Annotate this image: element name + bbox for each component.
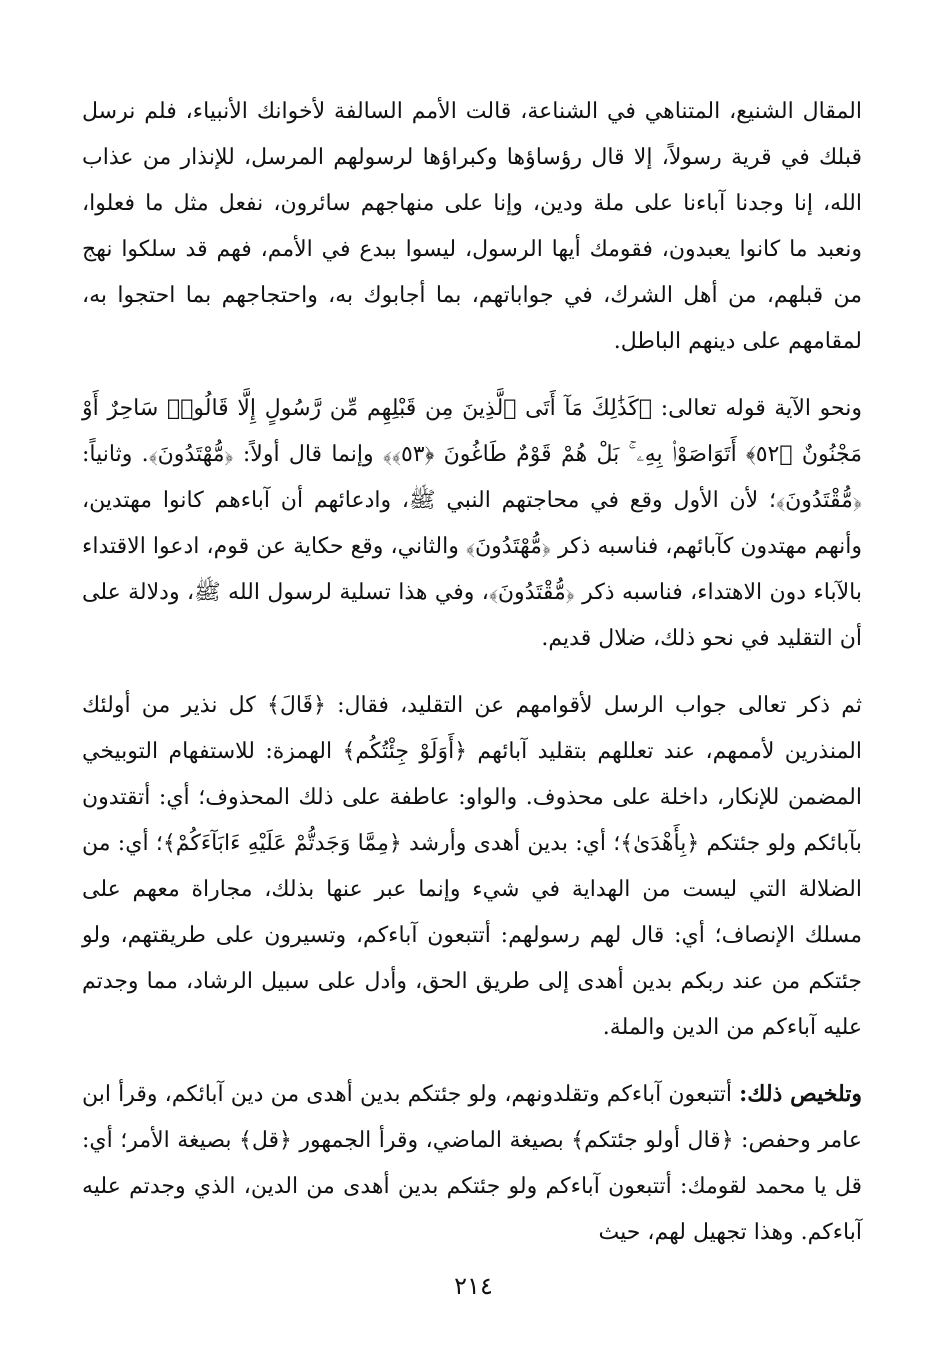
- paragraph-4-lead: وتلخيص ذلك:: [739, 1081, 862, 1107]
- paragraph-4: [82, 1071, 862, 1256]
- paragraph-1-text: المقال الشنيع، المتناهي في الشناعة، قالت الأمم السالفة لأخوانك الأنبياء، فلم نرسل قبلك في قرية رسولاً، إلا قال رؤساؤها وكبراؤها لرسولهم المرسل، للإنذار من عذاب الله، إنا وجدنا آباءنا على ملة ودين، وإنا على منهاجهم سائرون، نفعل مثل ما فعلوا، ونعبد ما كانوا يعبدون، فقومك أيها الرسول، ليسوا ببدع في الأمم، فهم قد سلكوا نهج من قبلهم، من أهل الشرك، في جواباتهم، بما أجابوك به، واحتجاجهم بما احتجوا به، لمقامهم على دينهم الباطل.: [82, 99, 862, 354]
- page-number: ٢١٤: [454, 1272, 493, 1300]
- paragraph-3: [82, 682, 862, 1051]
- paragraph-2: [82, 385, 862, 662]
- paragraph-2-text: ونحو الآية قوله تعالى: ﴿كَذَٰلِكَ مَآ أَتَى ٱلَّذِينَ مِن قَبْلِهِم مِّن رَّسُولٍ إِلَّا قَالُوا۟ سَاحِرٌ أَوْ مَجْنُونٌ ﴿٥٢﴾ أَتَوَاصَوْا۟ بِهِۦ ۚ بَلْ هُمْ قَوْمٌ طَاغُونَ ﴿٥٣﴾﴾ وإنما قال أولاً: ﴿مُّهْتَدُونَ﴾. وثانياً: ﴿مُّقْتَدُونَ﴾؛ لأن الأول وقع في محاجتهم النبي ﷺ، وادعائهم أن آباءهم كانوا مهتدين، وأنهم مهتدون كآبائهم، فناسبه ذكر ﴿مُّهْتَدُونَ﴾ والثاني، وقع حكاية عن قوم، ادعوا الاقتداء بالآباء دون الاهتداء، فناسبه ذكر ﴿مُّقْتَدُونَ﴾، وفي هذا تسلية لرسول الله ﷺ، ودلالة على أن التقليد في نحو ذلك، ضلال قديم.: [82, 396, 862, 651]
- paragraph-3-text: ثم ذكر تعالى جواب الرسل لأقوامهم عن التقليد، فقال: ﴿قَالَ﴾ كل نذير من أولئك المنذرين لأممهم، عند تعللهم بتقليد آبائهم ﴿أَوَلَوْ جِئْتُكُم﴾ الهمزة: للاستفهام التوبيخي المضمن للإنكار، داخلة على محذوف. والواو: عاطفة على ذلك المحذوف؛ أي: أتقتدون بآبائكم ولو جئتكم ﴿بِأَهْدَىٰ﴾؛ أي: بدين أهدى وأرشد ﴿مِمَّا وَجَدتُّمْ عَلَيْهِ ءَابَآءَكُمْ﴾؛ أي: من الضلالة التي ليست من الهداية في شيء وإنما عبر عنها بذلك، مجاراة معهم على مسلك الإنصاف؛ أي: قال لهم رسولهم: أتتبعون آباءكم، وتسيرون على طريقتهم، ولو جئتكم من عند ربكم بدين أهدى إلى طريق الحق، وأدل على سبيل الرشاد، مما وجدتم عليه آباءكم من الدين والملة.: [82, 693, 862, 1040]
- page-body: [82, 88, 862, 1276]
- paragraph-1: [82, 88, 862, 365]
- paragraph-4-text: أتتبعون آباءكم وتقلدونهم، ولو جئتكم بدين أهدى من دين آبائكم، وقرأ ابن عامر وحفص: ﴿قال أولو جئتكم﴾ بصيغة الماضي، وقرأ الجمهور ﴿قل﴾ بصيغة الأمر؛ أي: قل يا محمد لقومك: أتتبعون آباءكم ولو جئتكم بدين أهدى من الدين، الذي وجدتم عليه آباءكم. وهذا تجهيل لهم، حيث: [82, 1082, 862, 1245]
